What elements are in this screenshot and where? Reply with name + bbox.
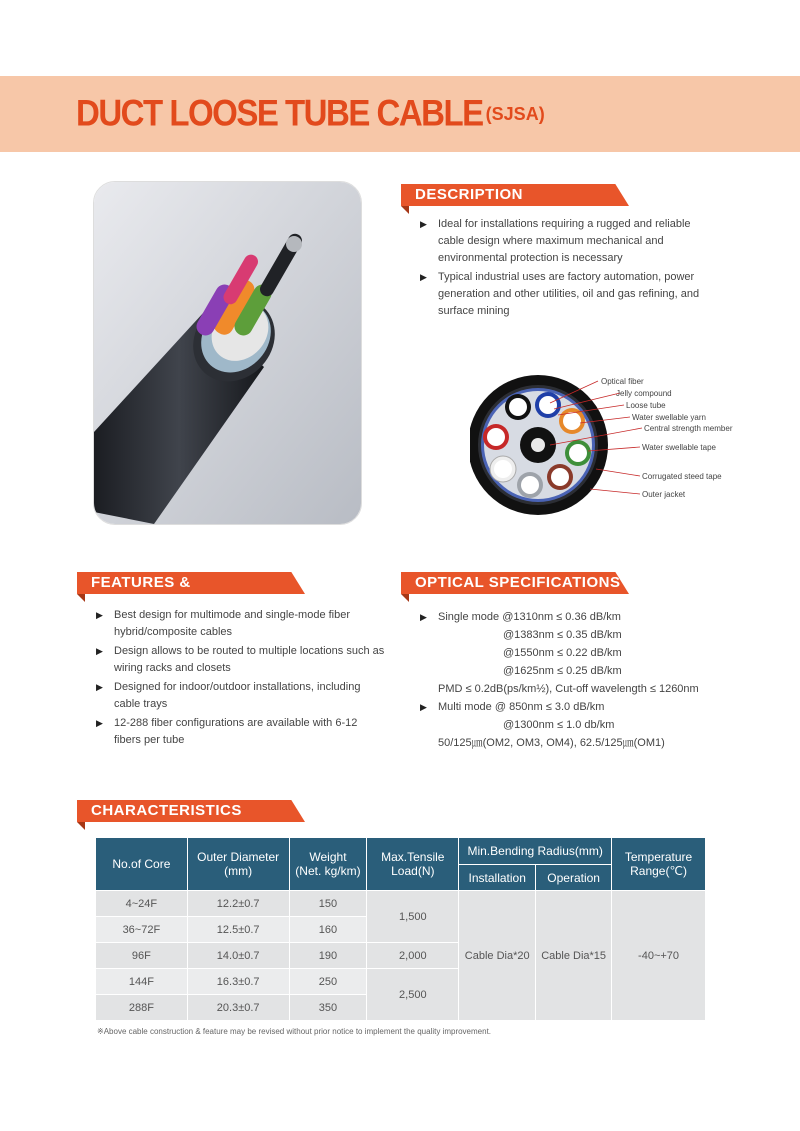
features-list bbox=[96, 607, 386, 751]
diagram-label: Corrugated steed tape bbox=[642, 472, 722, 481]
optical-heading: OPTICAL SPECIFICATIONS bbox=[401, 572, 629, 594]
cell-cores: 96F bbox=[96, 943, 188, 969]
spec-1383: @1383nm ≤ 0.35 dB/km bbox=[503, 629, 622, 641]
page-title bbox=[76, 91, 545, 134]
header-weight: Weight (Net. kg/km) bbox=[289, 838, 367, 891]
spec-1550: @1550nm ≤ 0.22 dB/km bbox=[503, 647, 622, 659]
cross-section-diagram bbox=[470, 365, 750, 527]
diagram-label: Optical fiber bbox=[601, 377, 644, 386]
title-main: DUCT LOOSE TUBE CABLE bbox=[76, 91, 483, 134]
diagram-label: Water swellable tape bbox=[642, 443, 716, 452]
header-operation: Operation bbox=[536, 865, 612, 891]
header-tensile: Max.Tensile Load(N) bbox=[367, 838, 459, 891]
list-item: ▶ Best design for multimode and single-mode fiber hybrid/composite cables bbox=[96, 607, 386, 641]
table-row bbox=[96, 891, 706, 917]
title-subtitle: (SJSA) bbox=[485, 104, 545, 124]
header-diameter: Outer Diameter (mm) bbox=[187, 838, 289, 891]
spec-1300: @1300nm ≤ 1.0 db/km bbox=[503, 719, 615, 731]
list-item: ▶ Design allows to be routed to multiple locations such as wiring racks and closets bbox=[96, 643, 386, 677]
description-heading: DESCRIPTION bbox=[401, 184, 629, 206]
list-item: ▶ Ideal for installations requiring a rugged and reliable cable design where maximum mechanical and environmental protection is necessary bbox=[420, 216, 710, 267]
cell-cores: 36~72F bbox=[96, 917, 188, 943]
header-temperature: Temperature Range(℃) bbox=[612, 838, 706, 891]
cell-tensile: 2,500 bbox=[367, 969, 459, 1021]
header-installation: Installation bbox=[459, 865, 536, 891]
spec-single-mode: Single mode @1310nm ≤ 0.36 dB/km bbox=[438, 611, 621, 623]
list-item: ▶ Typical industrial uses are factory automation, power generation and other utilities, oil and gas refining, and surface mining bbox=[420, 269, 710, 320]
characteristics-table bbox=[95, 837, 706, 1021]
cell-operation: Cable Dia*15 bbox=[536, 891, 612, 1021]
cell-weight: 250 bbox=[289, 969, 367, 995]
cell-diameter: 12.5±0.7 bbox=[187, 917, 289, 943]
diagram-label: Loose tube bbox=[626, 401, 666, 410]
cell-weight: 190 bbox=[289, 943, 367, 969]
diagram-label: Central strength member bbox=[644, 424, 733, 433]
list-item: ▶ Designed for indoor/outdoor installations, including cable trays bbox=[96, 679, 386, 713]
cell-cores: 4~24F bbox=[96, 891, 188, 917]
cell-weight: 150 bbox=[289, 891, 367, 917]
cell-cores: 144F bbox=[96, 969, 188, 995]
characteristics-heading: CHARACTERISTICS bbox=[77, 800, 305, 822]
cell-tensile: 1,500 bbox=[367, 891, 459, 943]
spec-fiber-types: 50/125㎛(OM2, OM3, OM4), 62.5/125㎛(OM1) bbox=[438, 737, 665, 749]
cell-diameter: 16.3±0.7 bbox=[187, 969, 289, 995]
cell-weight: 350 bbox=[289, 995, 367, 1021]
cable-photo bbox=[93, 181, 362, 525]
spec-1625: @1625nm ≤ 0.25 dB/km bbox=[503, 665, 622, 677]
diagram-label: Outer jacket bbox=[642, 490, 686, 499]
header-cores: No.of Core bbox=[96, 838, 188, 891]
description-list bbox=[420, 216, 710, 322]
cell-diameter: 12.2±0.7 bbox=[187, 891, 289, 917]
header-bending: Min.Bending Radius(mm) bbox=[459, 838, 612, 865]
spec-multi-mode: Multi mode @ 850nm ≤ 3.0 dB/km bbox=[438, 701, 605, 713]
spec-pmd: PMD ≤ 0.2dB(ps/km½), Cut-off wavelength ≤ 1260nm bbox=[438, 683, 699, 695]
cell-installation: Cable Dia*20 bbox=[459, 891, 536, 1021]
list-item: ▶ 12-288 fiber configurations are available with 6-12 fibers per tube bbox=[96, 715, 386, 749]
diagram-label: Water swellable yarn bbox=[632, 413, 706, 422]
cell-weight: 160 bbox=[289, 917, 367, 943]
cell-temperature: -40~+70 bbox=[612, 891, 706, 1021]
cell-diameter: 20.3±0.7 bbox=[187, 995, 289, 1021]
revision-note: ※Above cable construction & feature may be revised without prior notice to implement the quality improvement. bbox=[97, 1027, 492, 1036]
diagram-label: Jelly compound bbox=[616, 389, 672, 398]
cell-diameter: 14.0±0.7 bbox=[187, 943, 289, 969]
cell-cores: 288F bbox=[96, 995, 188, 1021]
cell-tensile: 2,000 bbox=[367, 943, 459, 969]
features-heading: FEATURES & APPLICATIONS bbox=[77, 572, 305, 594]
